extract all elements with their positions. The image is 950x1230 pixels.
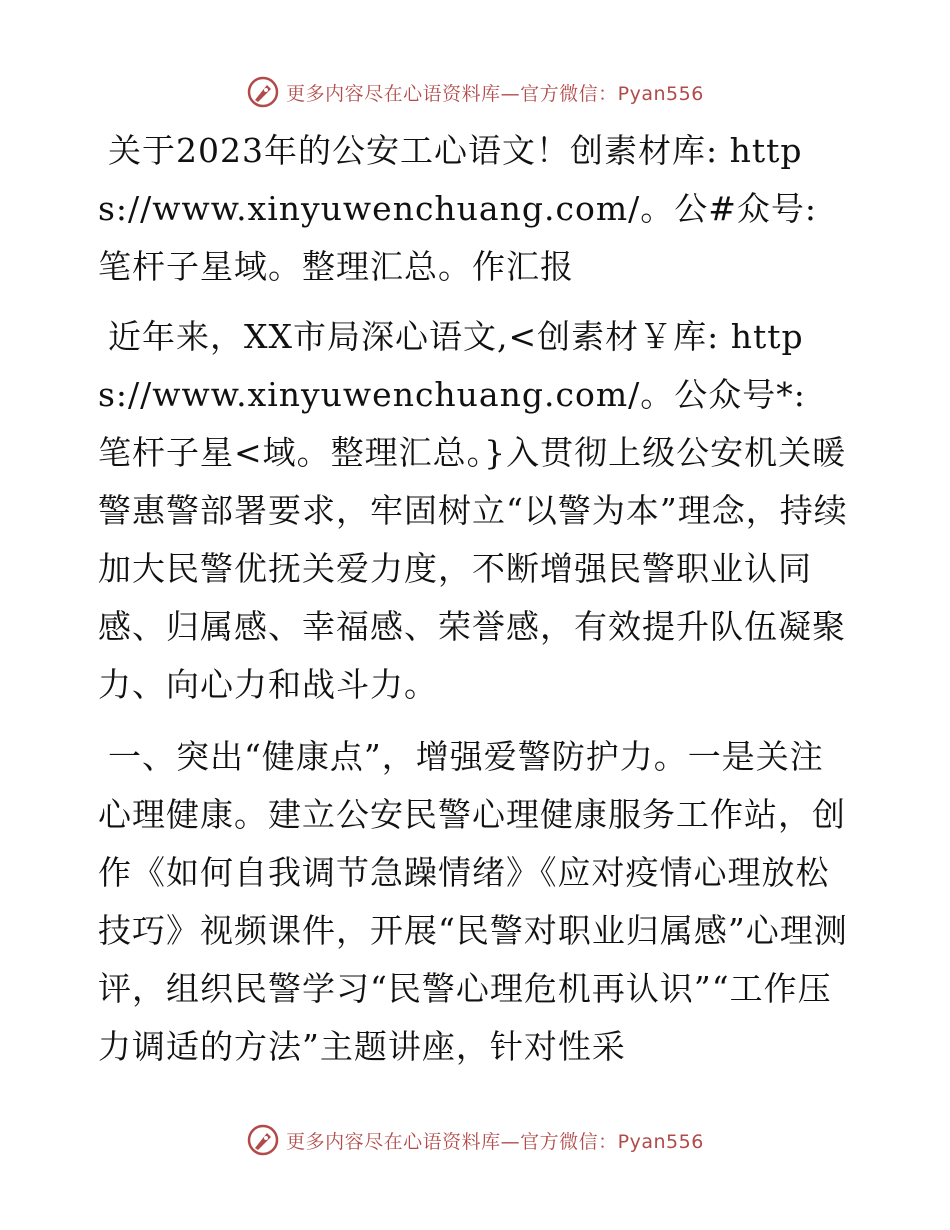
header-banner-text: 更多内容尽在心语资料库—官方微信：Pyan556 — [286, 82, 704, 105]
paragraph-intro: 关于2023年的公安工心语文！创素材库: https://www.xinyuwenchuang.com/。公#众号: 笔杆子星域。整理汇总。作汇报 — [98, 131, 818, 286]
paragraph-section-one: 一、突出“健康点”，增强爱警防护力。一是关注心理健康。建立公安民警心理健康服务工作站，创作《如何自我调节急躁情绪》《应对疫情心理放松技巧》视频课件，开展“民警对职业归属感”心理测评，组织民警学习“民警心理危机再认识”“工作压力调适的方法”主题讲座，针对性采 — [98, 737, 848, 1066]
header-banner — [0, 70, 950, 114]
pen-nib-logo-icon — [246, 75, 280, 109]
pen-nib-logo-icon — [246, 1123, 280, 1157]
footer-banner-text: 更多内容尽在心语资料库—官方微信：Pyan556 — [286, 1130, 704, 1153]
paragraph-overview: 近年来，XX市局深心语文,<创素材￥库: https://www.xinyuwenchuang.com/。公众号*: 笔杆子星<域。整理汇总。}入贯彻上级公安机关暖警惠警部署要求，牢固树立“以警为本”理念，持续加大民警优抚关爱力度，不断增强民警职业认同感、归属感、幸福感、荣誉感，有效提升队伍凝聚力、向心力和战斗力。 — [98, 317, 848, 704]
footer-banner — [0, 1118, 950, 1162]
document-body — [98, 122, 850, 1076]
